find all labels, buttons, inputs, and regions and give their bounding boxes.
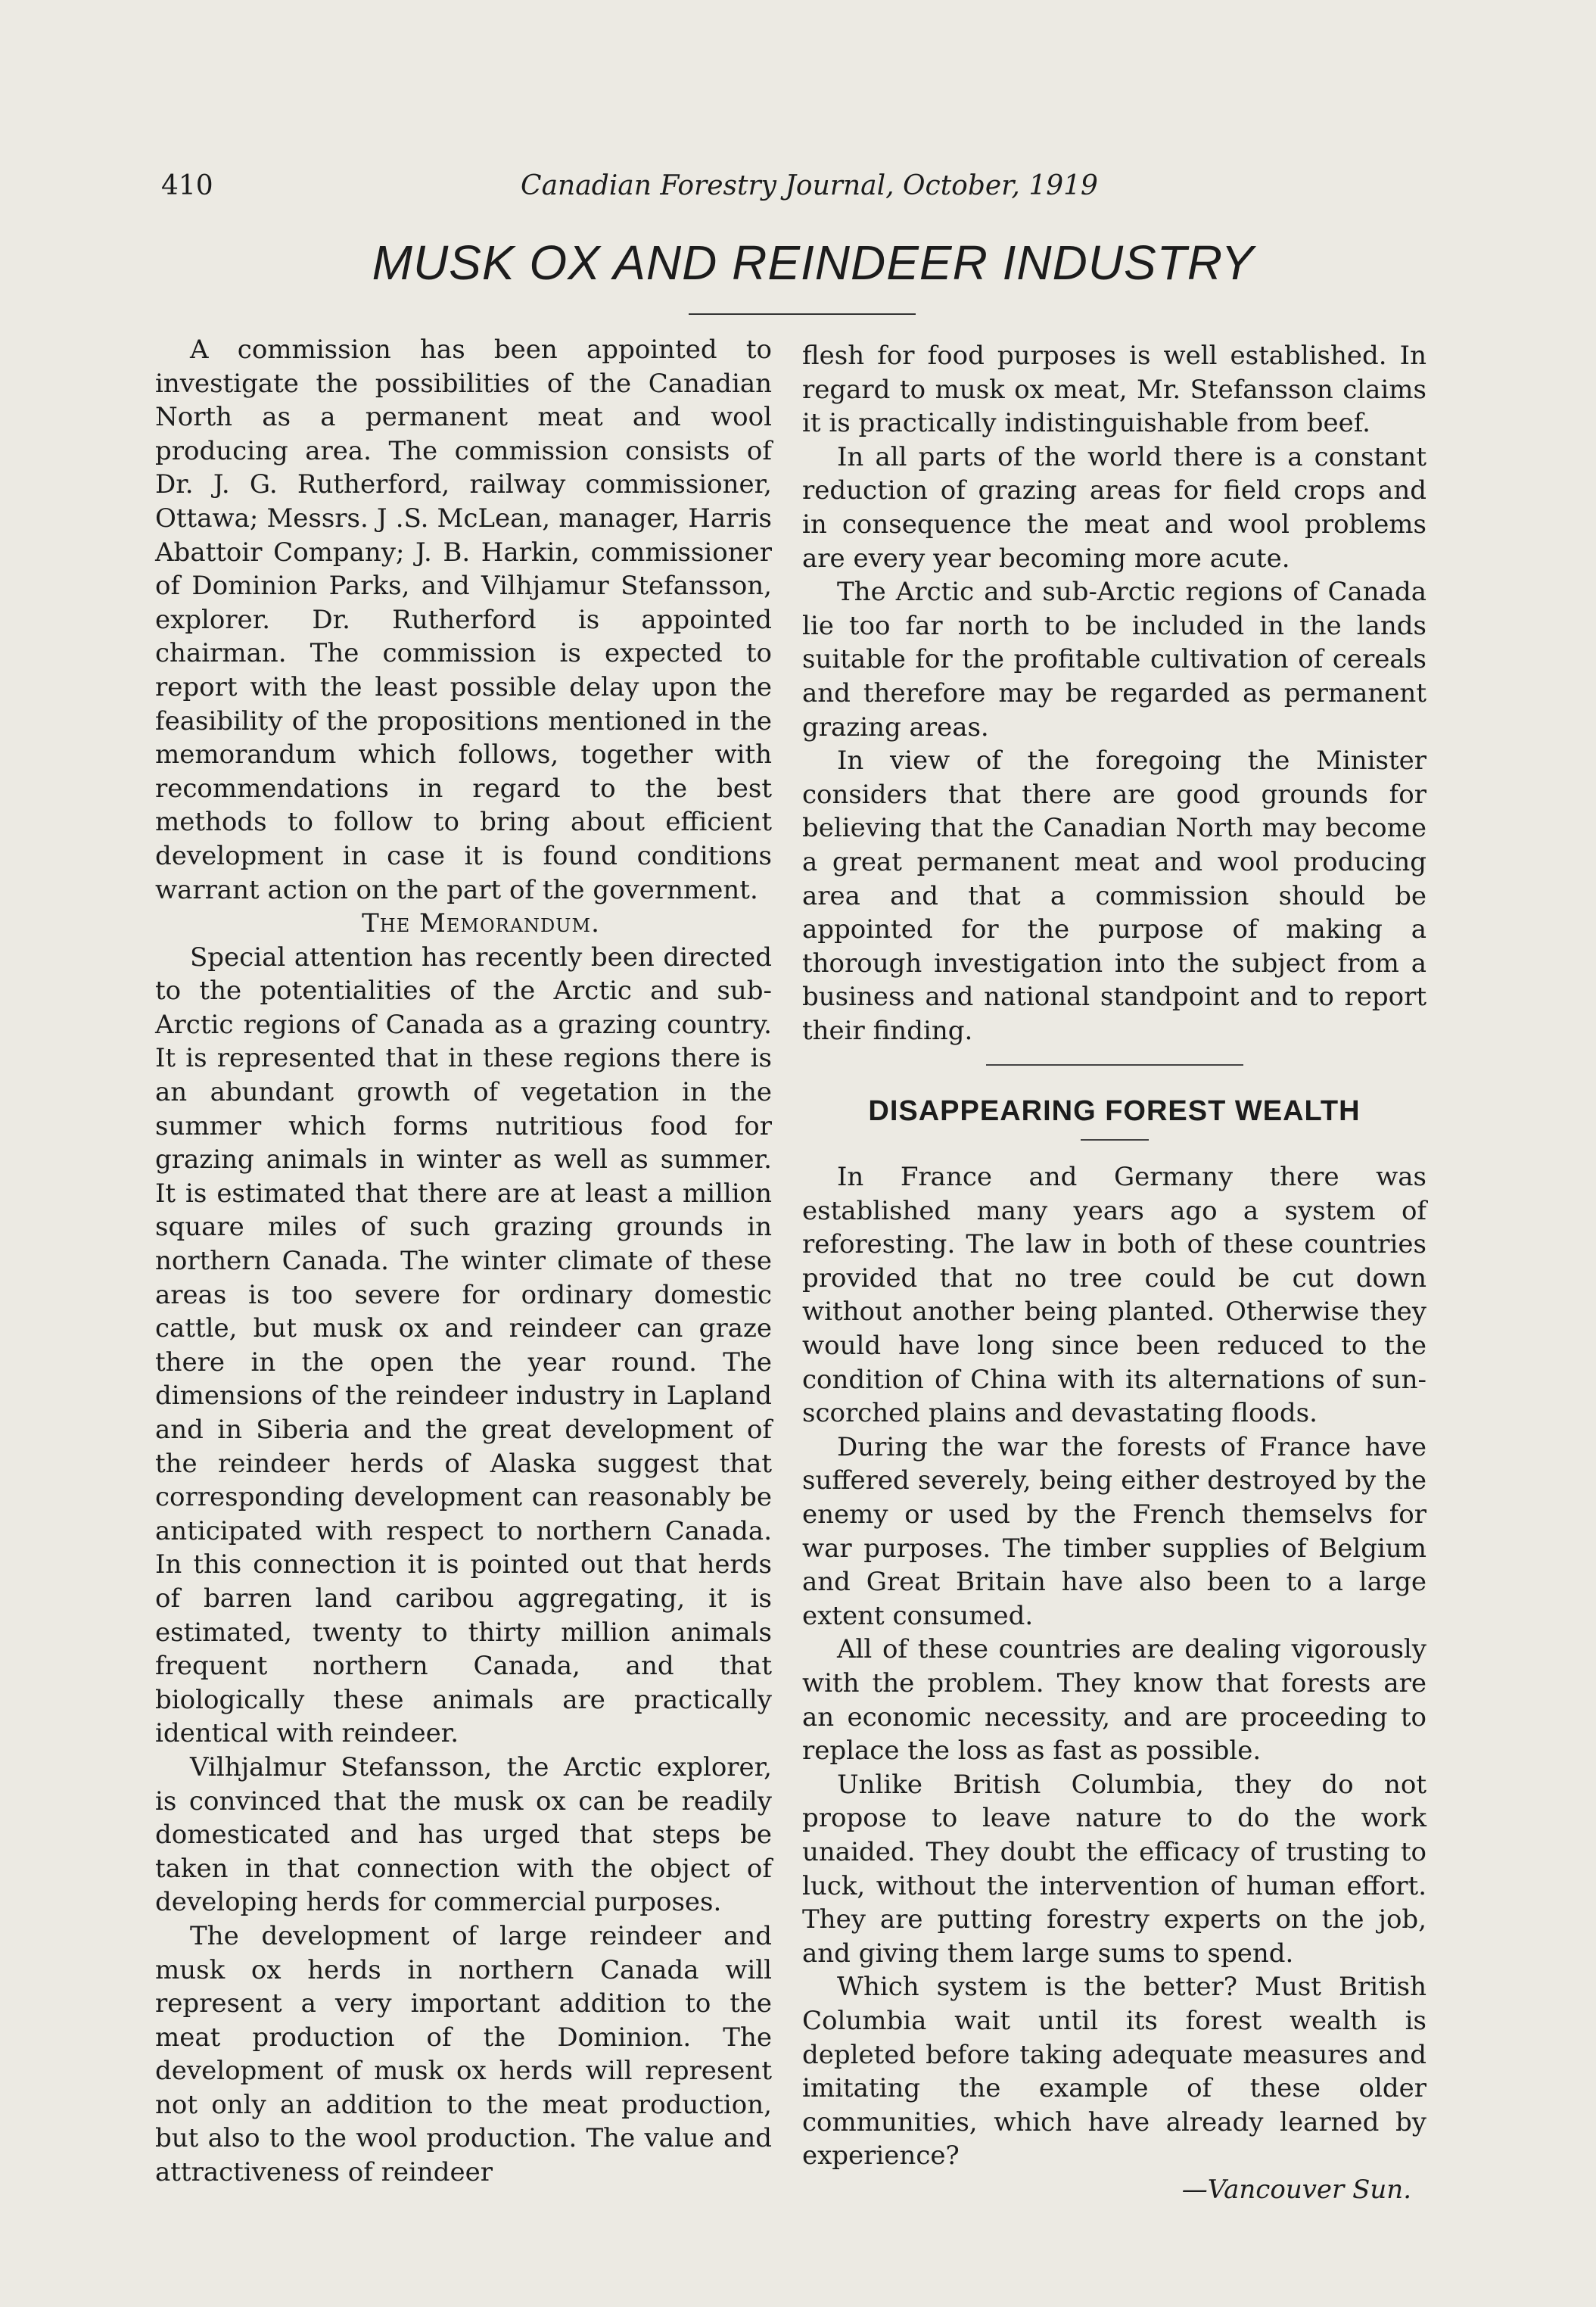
- article-paragraph: The development of large reindeer and musk ox herds in northern Canada will represent a very important addition to the meat production of the Dominion. The development of musk ox herds will represent not only an addition to the meat production, but also to the wool production. The value and attractiveness of reindeer: [155, 1920, 772, 2188]
- article-paragraph: Vilhjalmur Stefansson, the Arctic explorer, is convinced that the musk ox can be readily domesticated and has urged that steps be taken in that connection with the object of developing herds for commercial purposes.: [155, 1751, 772, 1918]
- article-paragraph: Special attention has recently been directed to the potentialities of the Arctic and sub-Arctic regions of Canada as a grazing country. It is represented that in these regions there is an abundant growth of vegetation in the summer which forms nutritious food for grazing animals in winter as well as summer. It is estimated that there are at least a million square miles of such grazing grounds in northern Canada. The winter climate of these areas is too severe for ordinary domestic cattle, but musk ox and reindeer can graze there in the open the year round. The dimensions of the reindeer industry in Lapland and in Siberia and the great development of the reindeer herds of Alaska suggest that corresponding development can reasonably be anticipated with respect to northern Canada. In this connection it is pointed out that herds of barren land caribou aggregating, it is estimated, twenty to thirty million animals frequent northern Canada, and that biologically these animals are practically identical with reindeer.: [155, 942, 772, 1749]
- article-title: MUSK OX AND REINDEER INDUSTRY: [372, 235, 1255, 290]
- section-title: DISAPPEARING FOREST WEALTH: [868, 1095, 1361, 1128]
- attribution: —Vancouver Sun.: [1181, 2174, 1411, 2205]
- article-paragraph-continued: flesh for food purposes is well established. In regard to musk ox meat, Mr. Stefansson claims it is practically indistinguishable from beef.: [802, 341, 1426, 439]
- running-head: Canadian Forestry Journal, October, 1919: [521, 170, 1098, 201]
- article-paragraph: A commission has been appointed to investigate the possibilities of the Canadian North as a permanent meat and wool producing area. The commission consists of Dr. J. G. Rutherford, railway commissioner, Ottawa; Messrs. J .S. McLean, manager, Harris Abattoir Company; J. B. Harkin, commissioner of Dominion Parks, and Vilhjamur Stefansson, explorer. Dr. Rutherford is appointed chairman. The commission is expected to report with the least possible delay upon the feasibility of the propositions mentioned in the memorandum which follows, together with recommendations in regard to the best methods to follow to bring about efficient development in case it is found conditions warrant action on the part of the government.: [155, 335, 772, 905]
- right-column: [802, 339, 1426, 2206]
- section-divider: [986, 1064, 1243, 1066]
- article-paragraph: In view of the foregoing the Minister considers that there are good grounds for believing that the Canadian North may become a great permanent meat and wool producing area and that a commission should be appointed for the purpose of making a thorough investigation into the subject from a business and national standpoint and to report their finding.: [802, 746, 1426, 1046]
- article-paragraph: Which system is the better? Must British Columbia wait until its forest wealth is depleted before taking adequate measures and imitating the example of these older communities, which have already learned by experience?: [802, 1972, 1426, 2172]
- left-column: [155, 333, 772, 2190]
- article-paragraph: All of these countries are dealing vigorously with the problem. They know that forests are an economic necessity, and are proceeding to replace the loss as fast as possible.: [802, 1634, 1426, 1767]
- section-title-rule: [1081, 1139, 1149, 1141]
- article-paragraph: In France and Germany there was established many years ago a system of reforesting. The law in both of these countries provided that no tree could be cut down without another being planted. Otherwise they would have long since been reduced to the condition of China with its alternations of sun-scorched plains and devastating floods.: [802, 1162, 1426, 1429]
- page-number: 410: [161, 170, 213, 201]
- article-paragraph: Unlike British Columbia, they do not propose to leave nature to do the work unaided. They doubt the efficacy of trusting to luck, without the intervention of human effort. They are putting forestry experts on the job, and giving them large sums to spend.: [802, 1769, 1426, 1969]
- article-paragraph: In all parts of the world there is a constant reduction of grazing areas for field crops and in consequence the meat and wool problems are every year becoming more acute.: [802, 441, 1426, 574]
- memorandum-heading: The Memorandum.: [362, 908, 600, 939]
- article-paragraph: The Arctic and sub-Arctic regions of Canada lie too far north to be included in the lands suitable for the profitable cultivation of cereals and therefore may be regarded as permanent grazing areas.: [802, 577, 1426, 743]
- article-paragraph: During the war the forests of France have suffered severely, being either destroyed by the enemy or used by the French themselvs for war purposes. The timber supplies of Belgium and Great Britain have also been to a large extent consumed.: [802, 1431, 1426, 1631]
- title-rule: [689, 313, 916, 315]
